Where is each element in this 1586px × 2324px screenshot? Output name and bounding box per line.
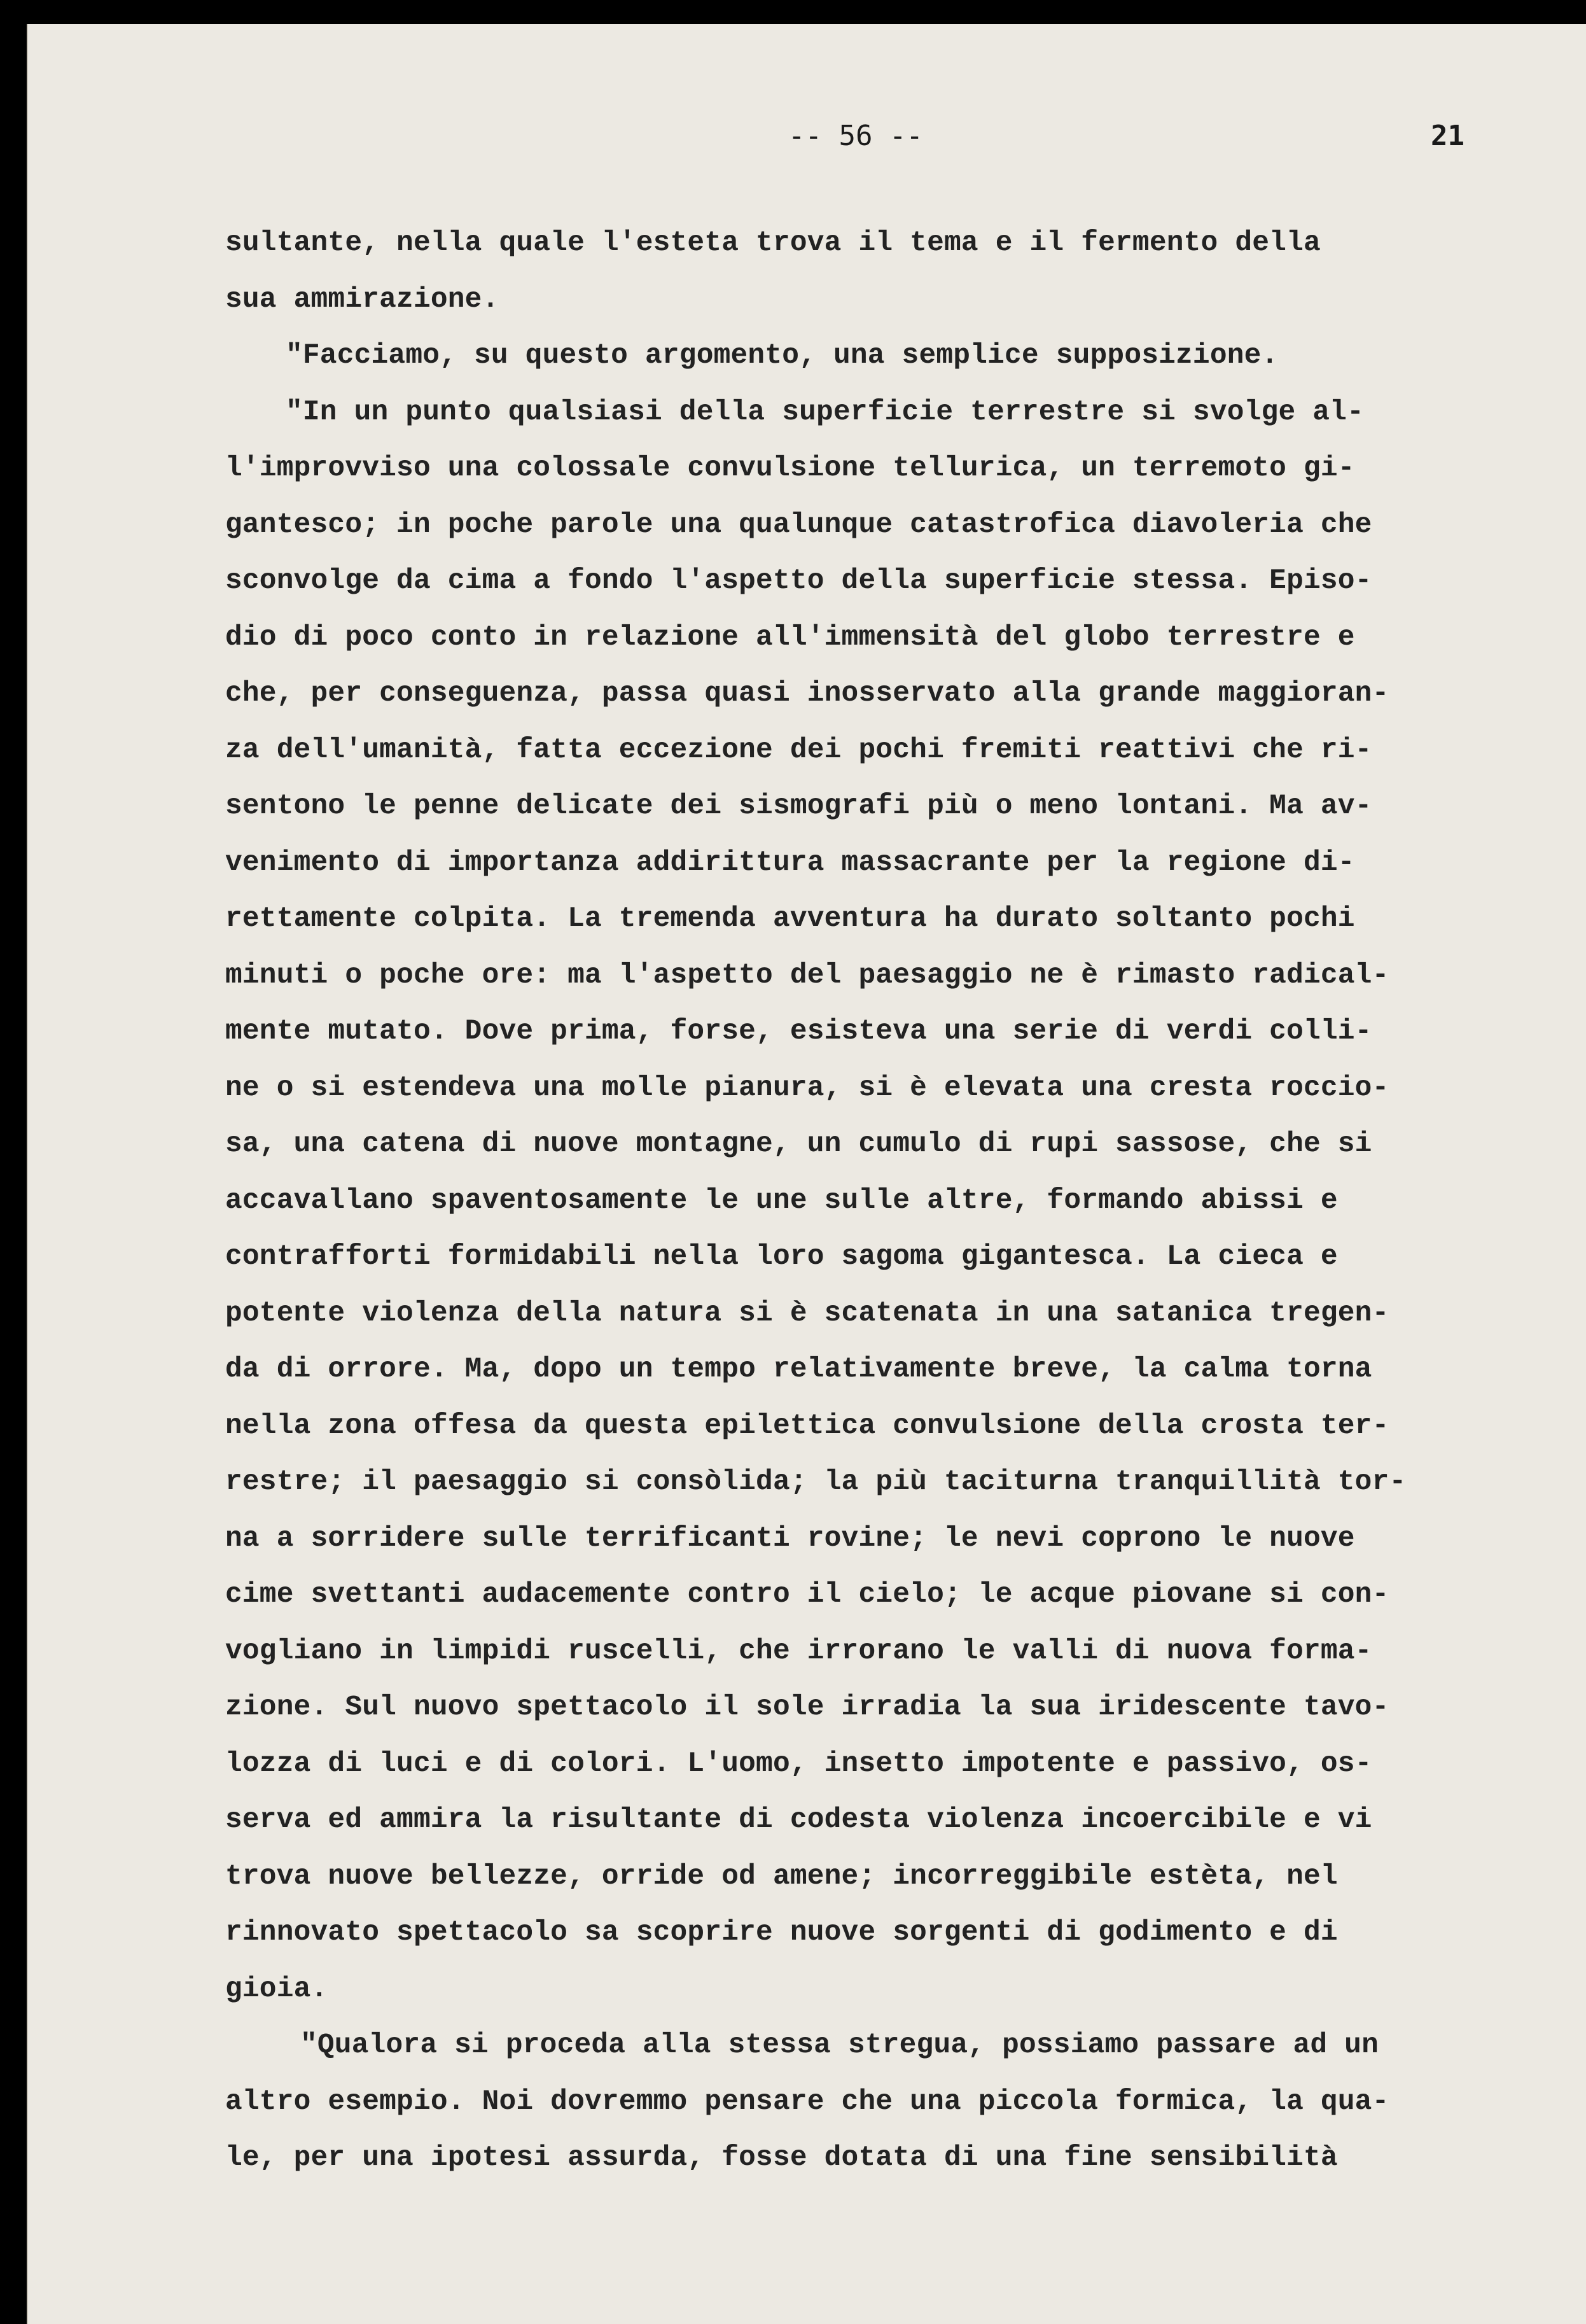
text-line: zione. Sul nuovo spettacolo il sole irradia la sua iridescente tavo-: [225, 1691, 1389, 1723]
text-line: vogliano in limpidi ruscelli, che irrorano le valli di nuova forma-: [225, 1635, 1372, 1667]
text-line: sentono le penne delicate dei sismografi più o meno lontani. Ma av-: [225, 790, 1372, 822]
text-line: le, per una ipotesi assurda, fosse dotata di una fine sensibilità: [225, 2142, 1338, 2174]
text-line: che, per conseguenza, passa quasi inosservato alla grande maggioran-: [225, 678, 1389, 710]
text-line: na a sorridere sulle terrificanti rovine; le nevi coprono le nuove: [225, 1522, 1355, 1555]
text-line: l'improvviso una colossale convulsione tellurica, un terremoto gi-: [225, 452, 1355, 484]
text-line: minuti o poche ore: ma l'aspetto del paesaggio ne è rimasto radical-: [225, 959, 1389, 991]
text-line: cime svettanti audacemente contro il cielo; le acque piovane si con-: [225, 1579, 1389, 1611]
text-line: trova nuove bellezze, orride od amene; incorreggibile estèta, nel: [225, 1860, 1338, 1893]
text-line: rinnovato spettacolo sa scoprire nuove sorgenti di godimento e di: [225, 1917, 1338, 1949]
text-line: nella zona offesa da questa epilettica convulsione della crosta ter-: [225, 1410, 1389, 1442]
text-line: ne o si estendeva una molle pianura, si è elevata una cresta roccio-: [225, 1072, 1389, 1104]
text-line: sconvolge da cima a fondo l'aspetto della superficie stessa. Episo-: [225, 565, 1372, 597]
text-line: "Qualora si proceda alla stessa stregua, possiamo passare ad un: [300, 2029, 1379, 2061]
text-line: accavallano spaventosamente le une sulle altre, formando abissi e: [225, 1184, 1338, 1217]
text-line: rettamente colpita. La tremenda avventura ha durato soltanto pochi: [225, 903, 1355, 935]
text-line: za dell'umanità, fatta eccezione dei pochi fremiti reattivi che ri-: [225, 734, 1372, 766]
text-line: sua ammirazione.: [225, 283, 499, 316]
text-line: mente mutato. Dove prima, forse, esisteva una serie di verdi colli-: [225, 1016, 1372, 1047]
folio-number: 21: [1431, 120, 1464, 152]
text-line: gioia.: [225, 1973, 328, 2005]
page-header: [28, 120, 1586, 171]
text-line: sultante, nella quale l'esteta trova il tema e il fermento della: [225, 227, 1321, 259]
text-line: "Facciamo, su questo argomento, una semplice supposizione.: [286, 340, 1279, 372]
text-line: venimento di importanza addirittura massacrante per la regione di-: [225, 846, 1355, 879]
body-text: [225, 215, 1580, 2187]
text-line: restre; il paesaggio si consòlida; la più taciturna tranquillità tor-: [225, 1466, 1407, 1498]
text-line: "In un punto qualsiasi della superficie terrestre si svolge al-: [286, 396, 1364, 428]
text-line: potente violenza della natura si è scatenata in una satanica tregen-: [225, 1297, 1389, 1329]
text-line: serva ed ammira la risultante di codesta violenza incoercibile e vi: [225, 1804, 1372, 1836]
text-line: contrafforti formidabili nella loro sagoma gigantesca. La cieca e: [225, 1241, 1338, 1273]
document-page: [27, 24, 1586, 2324]
text-line: dio di poco conto in relazione all'immensità del globo terrestre e: [225, 621, 1355, 654]
text-line: sa, una catena di nuove montagne, un cumulo di rupi sassose, che si: [225, 1128, 1372, 1160]
text-line: lozza di luci e di colori. L'uomo, insetto impotente e passivo, os-: [225, 1747, 1372, 1780]
page-number: -- 56 --: [788, 120, 923, 152]
text-line: altro esempio. Noi dovremmo pensare che una piccola formica, la qua-: [225, 2085, 1389, 2118]
text-line: da di orrore. Ma, dopo un tempo relativamente breve, la calma torna: [225, 1354, 1372, 1385]
text-line: gantesco; in poche parole una qualunque catastrofica diavoleria che: [225, 508, 1372, 541]
